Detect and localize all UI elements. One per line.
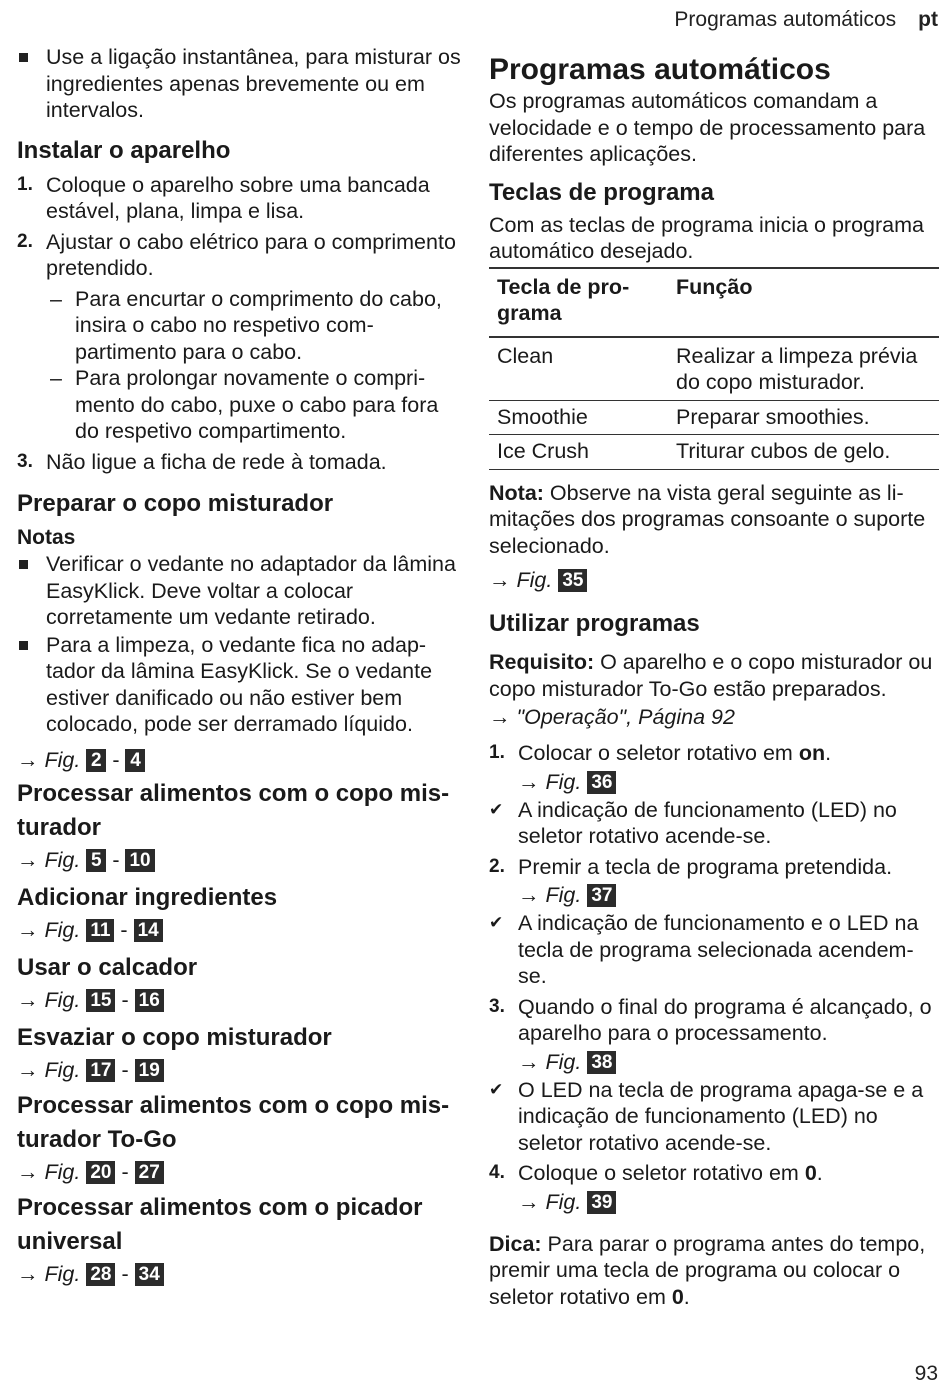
page-reference-text: "Operação", Página 92 bbox=[516, 705, 735, 729]
arrow-icon: → bbox=[518, 1049, 540, 1074]
left-column bbox=[17, 44, 467, 1289]
range-separator: - bbox=[112, 847, 120, 872]
figure-number: 10 bbox=[125, 849, 154, 872]
substep-text: Para prolongar novamente o comprimento do cabo, puxe o cabo para fora do respetivo compartimento. bbox=[75, 366, 439, 443]
key-function: Realizar a limpeza prévia do copo misturador. bbox=[676, 343, 918, 394]
step-text-end: . bbox=[816, 1161, 823, 1185]
use-heading: Utilizar programas bbox=[489, 610, 700, 637]
step-number: 4. bbox=[489, 1162, 505, 1183]
result-text: A indicação de funcionamento (LED) no seletor rotativo acende-se. bbox=[518, 797, 897, 848]
arrow-icon: → bbox=[17, 747, 39, 772]
arrow-icon: → bbox=[17, 917, 39, 942]
substep-text: Para encurtar o comprimento do cabo, insira o cabo no respetivo compartimento para o cabo. bbox=[75, 286, 442, 364]
figure-number: 37 bbox=[587, 884, 616, 907]
result-text: A indicação de funcionamento e o LED na tecla de programa selecionada acendem-se. bbox=[518, 911, 919, 988]
figure-number: 38 bbox=[587, 1051, 616, 1074]
figure-number: 36 bbox=[587, 771, 616, 794]
tip-paragraph bbox=[489, 1231, 939, 1311]
step-text: Colocar o seletor rotativo em bbox=[518, 741, 799, 765]
intro-bullet: Use a ligação instantânea, para misturar os ingredientes apenas brevemente ou em intervalos. bbox=[17, 44, 467, 124]
step-text: Coloque o aparelho sobre uma bancada estável, plana, limpa e lisa. bbox=[46, 172, 430, 223]
install-heading: Instalar o aparelho bbox=[17, 136, 231, 164]
arrow-icon: → bbox=[518, 883, 540, 907]
check-icon: ✔ bbox=[489, 799, 504, 819]
keys-intro: Com as teclas de programa inicia o programa automático desejado. bbox=[489, 212, 924, 263]
note-label: Nota: bbox=[489, 480, 544, 505]
use-step-2 bbox=[489, 854, 939, 881]
arrow-icon: → bbox=[17, 987, 39, 1012]
note-text: Observe na vista geral seguinte as limitações dos programas consoante o suporte selecionado. bbox=[489, 480, 926, 558]
language-code: pt bbox=[918, 8, 938, 31]
step-text: Premir a tecla de programa pretendida. bbox=[518, 854, 893, 879]
page-reference bbox=[489, 702, 939, 732]
figure-number: 2 bbox=[86, 749, 106, 772]
arrow-icon: → bbox=[17, 1261, 39, 1286]
selector-position: on bbox=[798, 741, 826, 765]
page-header bbox=[674, 8, 938, 32]
notes-list bbox=[17, 551, 467, 738]
fig-label: Fig. bbox=[545, 1189, 582, 1214]
table-row bbox=[489, 400, 939, 435]
fig-reference bbox=[17, 1055, 467, 1085]
figure-number: 5 bbox=[86, 849, 106, 872]
prepare-heading: Preparar o copo misturador bbox=[17, 490, 334, 517]
table-row bbox=[489, 435, 939, 470]
header-section-title: Programas automáticos bbox=[674, 8, 897, 31]
fig-reference bbox=[489, 565, 939, 595]
fig-label: Fig. bbox=[516, 568, 553, 592]
dash-marker: – bbox=[50, 286, 62, 311]
section-heading: Adicionar ingredientes bbox=[17, 883, 278, 911]
section-block bbox=[17, 951, 467, 1015]
requirement-label: Requisito: bbox=[489, 650, 595, 674]
step-number: 2. bbox=[489, 855, 505, 877]
fig-label: Fig. bbox=[44, 747, 81, 772]
figure-number: 34 bbox=[135, 1263, 164, 1286]
use-step-4 bbox=[489, 1160, 939, 1187]
fig-label: Fig. bbox=[44, 847, 81, 872]
figure-number: 27 bbox=[135, 1161, 164, 1184]
install-substep-1 bbox=[17, 286, 467, 366]
step-result bbox=[489, 910, 939, 990]
figure-number: 19 bbox=[135, 1059, 164, 1082]
figure-number: 35 bbox=[558, 569, 587, 592]
use-step-3 bbox=[489, 994, 939, 1047]
section-heading: Esvaziar o copo misturador bbox=[17, 1023, 332, 1051]
fig-reference bbox=[489, 1187, 939, 1217]
step-text-end: . bbox=[825, 741, 832, 765]
range-separator: - bbox=[112, 747, 120, 772]
right-column bbox=[489, 52, 939, 1310]
section-block bbox=[17, 1021, 467, 1085]
figure-number: 16 bbox=[135, 989, 164, 1012]
install-step-2 bbox=[17, 229, 467, 282]
use-step-1 bbox=[489, 740, 939, 767]
install-step-3 bbox=[17, 449, 467, 476]
section-block bbox=[17, 777, 467, 875]
fig-label: Fig. bbox=[44, 1057, 81, 1082]
section-heading: Processar alimentos com o copo misturador To-Go bbox=[17, 1091, 450, 1153]
dash-marker: – bbox=[50, 366, 62, 390]
key-name: Ice Crush bbox=[497, 439, 590, 463]
fig-reference bbox=[489, 767, 939, 797]
fig-label: Fig. bbox=[44, 987, 81, 1012]
fig-label: Fig. bbox=[44, 917, 81, 942]
fig-reference bbox=[489, 880, 939, 910]
table-row bbox=[489, 337, 939, 401]
step-number: 2. bbox=[17, 230, 33, 252]
selector-position: 0 bbox=[804, 1161, 817, 1185]
table-header-row bbox=[489, 268, 939, 337]
section-block bbox=[17, 1191, 467, 1289]
note-paragraph bbox=[489, 480, 939, 560]
notes-title: Notas bbox=[17, 526, 76, 549]
step-text: Ajustar o cabo elétrico para o comprimento pretendido. bbox=[46, 229, 456, 280]
result-text: O LED na tecla de programa apaga-se e a indicação de funcionamento (LED) no seletor rotativo acende-se. bbox=[518, 1077, 924, 1155]
section-block bbox=[17, 881, 467, 945]
key-name: Clean bbox=[497, 343, 554, 368]
section-heading: Usar o calcador bbox=[17, 953, 198, 981]
page-title: Programas automáticos bbox=[489, 53, 831, 86]
check-icon: ✔ bbox=[489, 913, 504, 932]
arrow-icon: → bbox=[489, 705, 511, 729]
section-heading: Processar alimentos com o picador universal bbox=[17, 1193, 423, 1255]
range-separator: - bbox=[121, 987, 129, 1012]
fig-reference bbox=[17, 1259, 467, 1289]
tip-text-end: . bbox=[683, 1284, 690, 1309]
fig-reference bbox=[17, 845, 467, 875]
figure-number: 20 bbox=[86, 1161, 115, 1184]
step-result bbox=[489, 797, 939, 850]
intro-bullets bbox=[17, 44, 467, 124]
step-number: 1. bbox=[489, 742, 505, 763]
fig-reference bbox=[17, 1157, 467, 1187]
fig-reference bbox=[17, 985, 467, 1015]
fig-reference bbox=[489, 1047, 939, 1077]
tip-label: Dica: bbox=[489, 1231, 542, 1256]
key-function: Triturar cubos de gelo. bbox=[676, 439, 891, 463]
range-separator: - bbox=[121, 1057, 129, 1082]
fig-label: Fig. bbox=[545, 769, 582, 794]
figure-number: 11 bbox=[86, 919, 114, 942]
figure-number: 14 bbox=[134, 919, 163, 942]
fig-reference bbox=[17, 745, 467, 775]
page-number: 93 bbox=[914, 1362, 938, 1385]
fig-label: Fig. bbox=[44, 1159, 81, 1184]
figure-number: 17 bbox=[86, 1059, 115, 1082]
arrow-icon: → bbox=[518, 769, 540, 794]
arrow-icon: → bbox=[518, 1189, 540, 1214]
fig-reference bbox=[17, 915, 467, 945]
range-separator: - bbox=[121, 1261, 129, 1286]
fig-label: Fig. bbox=[545, 1049, 582, 1074]
check-icon: ✔ bbox=[489, 1079, 504, 1099]
step-number: 1. bbox=[17, 173, 33, 195]
section-block bbox=[17, 1089, 467, 1187]
range-separator: - bbox=[121, 1159, 129, 1184]
figure-number: 28 bbox=[86, 1263, 115, 1286]
arrow-icon: → bbox=[17, 1057, 39, 1082]
intro-paragraph: Os programas automáticos comandam a velocidade e o tempo de processamento para diferentes aplicações. bbox=[489, 89, 926, 166]
step-text: Não ligue a ficha de rede à tomada. bbox=[46, 449, 387, 474]
range-separator: - bbox=[120, 917, 128, 942]
step-result bbox=[489, 1077, 939, 1157]
note-item: Verificar o vedante no adaptador da lâmina EasyKlick. Deve voltar a colocar corretamente um vedante retirado. bbox=[17, 551, 467, 631]
column-header: Função bbox=[676, 274, 753, 299]
selector-position: 0 bbox=[671, 1284, 684, 1309]
step-text: Coloque o seletor rotativo em bbox=[518, 1161, 805, 1185]
key-function: Preparar smoothies. bbox=[676, 404, 870, 429]
step-number: 3. bbox=[489, 995, 505, 1017]
requirement-text: O aparelho e o copo misturador ou copo misturador To-Go estão preparados. bbox=[489, 650, 933, 701]
column-header: Tecla de programa bbox=[497, 274, 630, 325]
tip-text: Para parar o programa antes do tempo, premir uma tecla de programa ou colocar o seletor rotativo em bbox=[489, 1231, 926, 1309]
keys-heading: Teclas de programa bbox=[489, 178, 714, 206]
figure-number: 15 bbox=[86, 989, 115, 1012]
key-name: Smoothie bbox=[497, 404, 588, 429]
arrow-icon: → bbox=[17, 1159, 39, 1184]
install-substep-2 bbox=[17, 365, 467, 445]
fig-label: Fig. bbox=[545, 883, 582, 907]
figure-number: 39 bbox=[587, 1191, 616, 1214]
note-item: Para a limpeza, o vedante fica no adaptador da lâmina EasyKlick. Se o vedante estiver danificado ou não estiver bem colocado, pode ser derramado líquido. bbox=[17, 632, 467, 738]
fig-label: Fig. bbox=[44, 1261, 81, 1286]
step-number: 3. bbox=[17, 450, 33, 472]
section-heading: Processar alimentos com o copo misturador bbox=[17, 779, 450, 841]
step-text: Quando o final do programa é alcançado, o aparelho para o processamento. bbox=[518, 994, 932, 1045]
install-step-1 bbox=[17, 172, 467, 225]
arrow-icon: → bbox=[17, 847, 39, 872]
arrow-icon: → bbox=[489, 568, 511, 592]
program-keys-table bbox=[489, 267, 939, 470]
requirement-paragraph bbox=[489, 649, 939, 702]
figure-number: 4 bbox=[125, 749, 145, 772]
